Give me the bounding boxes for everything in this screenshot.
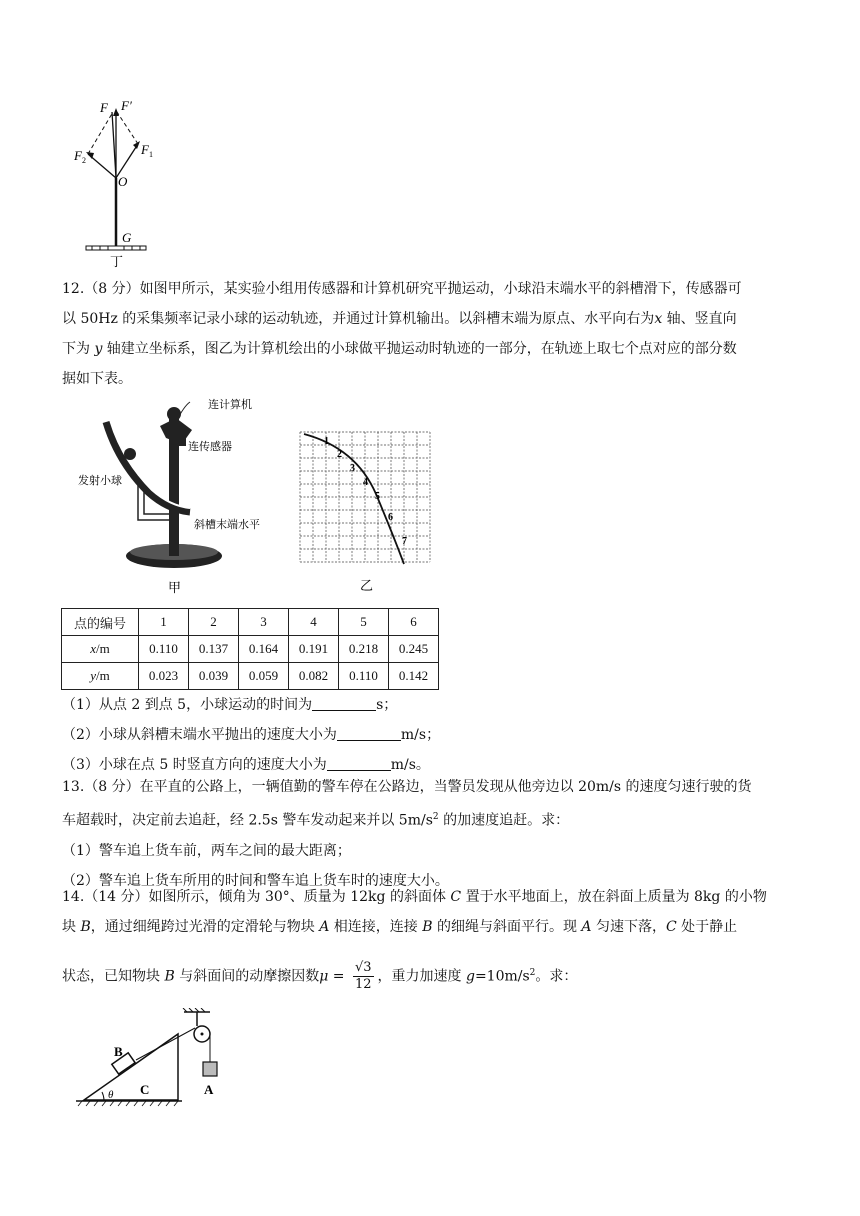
label-F2: F xyxy=(74,148,82,163)
q12-line1: 12.（8 分）如图甲所示，某实验小组用传感器和计算机研究平抛运动，小球沿末端水平的斜槽滑下，传感器可 xyxy=(62,281,742,297)
label-ball: 发射小球 xyxy=(78,475,122,487)
point-label-6: 6 xyxy=(388,512,393,523)
table-cell: 3 xyxy=(239,609,289,636)
table-cell: 0.137 xyxy=(189,636,239,663)
label-theta: θ xyxy=(108,1089,114,1101)
q13-line1: 13.（8 分）在平直的公路上，一辆值勤的警车停在公路边，当警员发现从他旁边以 20m/s 的速度匀速行驶的货 xyxy=(62,779,752,795)
answer-blank[interactable] xyxy=(327,752,391,771)
point-label-5: 5 xyxy=(375,491,380,502)
table-cell: 0.191 xyxy=(289,636,339,663)
figure-caption-yi: 乙 xyxy=(360,578,374,593)
table-cell: 0.142 xyxy=(389,663,439,690)
table-cell: 0.059 xyxy=(239,663,289,690)
force-diagram xyxy=(70,96,180,268)
q12-sub3: （3）小球在点 5 时竖直方向的速度大小为 m/s。 xyxy=(62,750,798,780)
label-O: O xyxy=(118,174,128,189)
table-cell: 0.245 xyxy=(389,636,439,663)
label-B: B xyxy=(114,1044,123,1059)
label-groove: 斜槽末端水平 xyxy=(194,519,260,531)
label-F2-sub: 2 xyxy=(82,156,86,165)
answer-blank[interactable] xyxy=(312,692,376,711)
q13-sub2: （2）警车追上货车所用的时间和警车追上货车时的速度大小。 xyxy=(62,872,449,889)
point-label-1: 1 xyxy=(324,436,329,447)
point-label-4: 4 xyxy=(363,477,368,488)
incline-pulley-figure xyxy=(74,1008,244,1112)
table-cell: 1 xyxy=(139,609,189,636)
q12-line2: 以 50Hz 的采集频率记录小球的运动轨迹，并通过计算机输出。以斜槽末端为原点、水平向右为x 轴、竖直向 xyxy=(62,311,737,327)
q13-sub1: （1）警车追上货车前，两车之间的最大距离； xyxy=(62,842,351,859)
q12-line4: 据如下表。 xyxy=(62,371,132,387)
q12-subquestions xyxy=(62,690,798,780)
table-cell: 0.082 xyxy=(289,663,339,690)
point-label-2: 2 xyxy=(337,449,342,460)
table-header-label: 点的编号 xyxy=(62,609,139,636)
table-row xyxy=(62,609,439,636)
q12-text xyxy=(62,274,798,394)
mu-fraction: $\frac{√3}{12}$ xyxy=(354,960,372,993)
label-C: C xyxy=(140,1082,150,1097)
table-cell: 0.110 xyxy=(139,636,189,663)
q14-line1: 14.（14 分）如图所示，倾角为 30°、质量为 12kg 的斜面体 C 置于水平地面上，放在斜面上质量为 8kg 的小物 xyxy=(62,889,767,905)
table-row-label-x: x/m xyxy=(62,636,139,663)
q12-line3: 下为 y 轴建立坐标系，图乙为计算机绘出的小球做平抛运动时轨迹的一部分，在轨迹上取七个点对应的部分数 xyxy=(62,341,737,357)
table-cell: 0.164 xyxy=(239,636,289,663)
q13-line2: 车超载时，决定前去追赶，经 2.5s 警车发动起来并以 $5m/s^2$ 的加速度追赶。求： xyxy=(62,812,570,829)
q14-text xyxy=(62,882,798,993)
trajectory-figure xyxy=(296,428,436,598)
point-label-7: 7 xyxy=(402,536,407,547)
table-cell: 5 xyxy=(339,609,389,636)
q14-line3: 状态，已知物块 B 与斜面间的动摩擦因数μ = $\frac{√3}{12}$ ，重力加速度 $g=10m/s^2$。求： xyxy=(62,960,578,993)
q13-text xyxy=(62,772,798,896)
answer-blank[interactable] xyxy=(337,722,401,741)
apparatus-figure xyxy=(72,392,282,598)
figure-caption-jia: 甲 xyxy=(168,580,182,595)
table-row xyxy=(62,663,439,690)
label-A: A xyxy=(204,1082,214,1097)
label-F1: F xyxy=(141,142,149,157)
q12-sub2: （2）小球从斜槽末端水平抛出的速度大小为 m/s； xyxy=(62,720,798,750)
table-cell: 0.039 xyxy=(189,663,239,690)
point-label-3: 3 xyxy=(350,463,355,474)
table-cell: 0.110 xyxy=(339,663,389,690)
label-G: G xyxy=(122,230,132,245)
table-cell: 0.218 xyxy=(339,636,389,663)
label-computer: 连计算机 xyxy=(208,399,252,411)
label-F-prime: F′ xyxy=(121,98,132,113)
q14-line2: 块 B，通过细绳跨过光滑的定滑轮与物块 A 相连接，连接 B 的细绳与斜面平行。现 A 匀速下落，C 处于静止 xyxy=(62,919,738,935)
label-F1-sub: 1 xyxy=(149,150,153,159)
label-sensor: 连传感器 xyxy=(188,441,232,453)
figure-caption-ding: 丁 xyxy=(110,254,124,268)
table-row-label-y: y/m xyxy=(62,663,139,690)
label-F: F xyxy=(100,100,108,115)
table-cell: 0.023 xyxy=(139,663,189,690)
table-cell: 2 xyxy=(189,609,239,636)
table-row xyxy=(62,636,439,663)
table-cell: 6 xyxy=(389,609,439,636)
q12-sub1: （1）从点 2 到点 5，小球运动的时间为 s； xyxy=(62,690,798,720)
table-cell: 4 xyxy=(289,609,339,636)
data-table xyxy=(61,608,439,690)
